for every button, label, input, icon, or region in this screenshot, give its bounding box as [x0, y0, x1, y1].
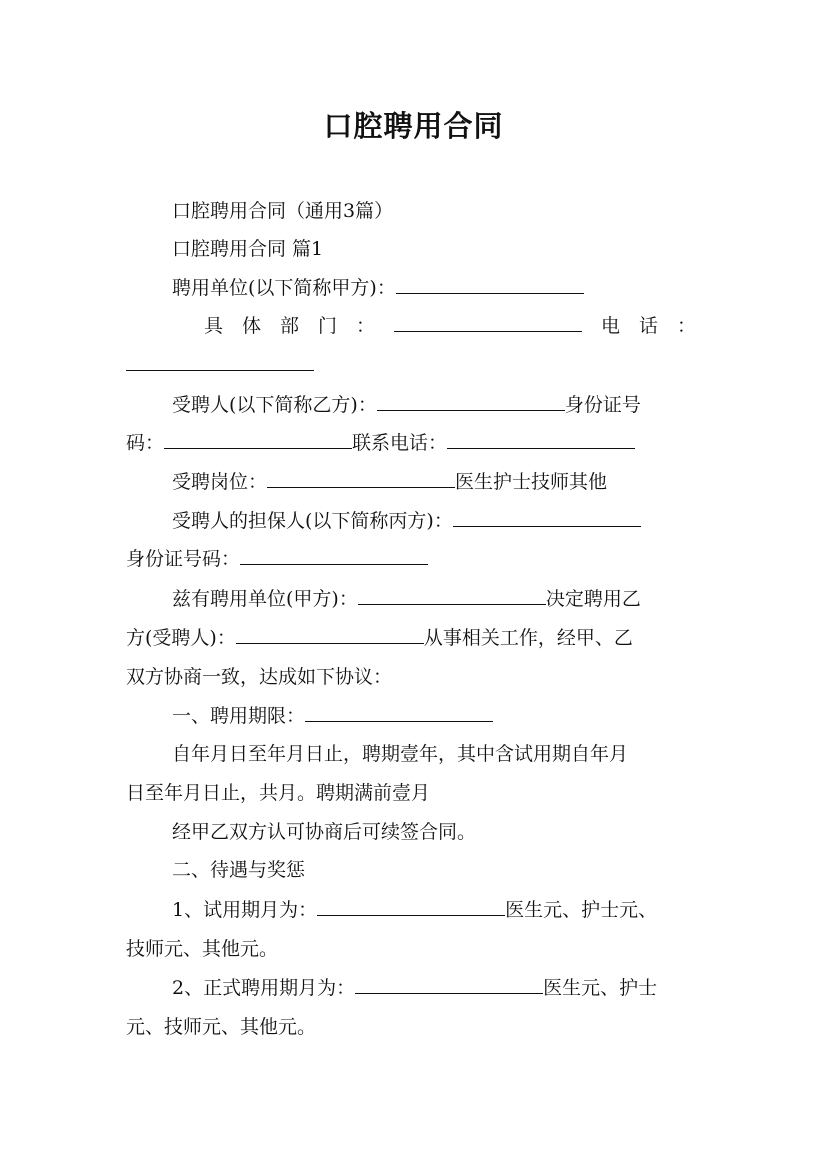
id-number-label: 身份证号 [564, 394, 641, 416]
employer-line [172, 275, 772, 301]
section-heading: 口腔聘用合同 篇1 [172, 238, 324, 260]
contact-phone-blank [447, 430, 635, 449]
position-options: 医生护士技师其他 [455, 471, 608, 493]
term-detail-line-1: 自年月日至年月日止，聘期壹年，其中含试用期自年月 [172, 743, 629, 765]
phone-char-1: 电 [600, 315, 620, 337]
phone-char-2: 话 [638, 315, 658, 337]
formal-pay-line-2: 元、技师元、其他元。 [126, 1016, 317, 1038]
employee-id-line [126, 430, 726, 456]
employer-label: 聘用单位(以下简称甲方)： [172, 277, 396, 299]
renewal-line: 经甲乙双方认可协商后可续签合同。 [172, 821, 477, 843]
probation-pay-label: 1、试用期月为： [172, 899, 318, 921]
formal-pay-line [172, 975, 772, 1001]
hiring-employee-label: 方(受聘人)： [126, 627, 236, 649]
formal-pay-label: 2、正式聘用期月为： [172, 977, 356, 999]
employee-label: 受聘人(以下简称乙方)： [172, 394, 377, 416]
id-label-tail: 码： [126, 432, 165, 454]
guarantor-line [172, 508, 772, 534]
hiring-line-1 [172, 586, 772, 612]
phone-blank [126, 352, 314, 371]
hiring-work-text: 从事相关工作，经甲、乙 [423, 627, 633, 649]
employee-line [172, 392, 772, 418]
phone-blank-line [126, 352, 726, 378]
id-blank [164, 430, 352, 449]
guarantor-id-line [126, 546, 726, 572]
term-heading: 一、聘用期限： [172, 705, 306, 727]
hiring-employee-blank [236, 625, 424, 644]
probation-pay-line-2: 技师元、其他元。 [126, 938, 279, 960]
term-blank [305, 703, 493, 722]
department-char-1: 具 [204, 315, 224, 337]
term-detail-line-2: 日至年月日止，共月。聘期满前壹月 [126, 782, 431, 804]
employee-blank [377, 392, 565, 411]
formal-pay-blank [355, 975, 543, 994]
employer-blank [396, 275, 584, 294]
position-blank [267, 469, 455, 488]
term-heading-line [172, 703, 772, 729]
department-char-3: 部 [280, 315, 300, 337]
guarantor-id-label: 身份证号码： [126, 548, 241, 570]
department-char-2: 体 [242, 315, 262, 337]
guarantor-label: 受聘人的担保人(以下简称丙方)： [172, 510, 453, 532]
agreement-line: 双方协商一致，达成如下协议： [126, 666, 393, 688]
position-label: 受聘岗位： [172, 471, 268, 493]
probation-pay-line [172, 897, 772, 923]
hiring-employer-blank [358, 586, 546, 605]
hiring-line-2 [126, 625, 726, 651]
department-char-4: 门 [318, 315, 338, 337]
probation-pay-blank [317, 897, 505, 916]
guarantor-blank [453, 508, 641, 527]
department-colon: ： [356, 315, 376, 337]
subtitle-line: 口腔聘用合同（通用3篇） [172, 200, 394, 222]
formal-pay-roles: 医生元、护士 [543, 977, 658, 999]
guarantor-id-blank [240, 546, 428, 565]
department-line [204, 313, 696, 339]
document-title: 口腔聘用合同 [323, 109, 504, 143]
salary-heading: 二、待遇与奖惩 [172, 859, 306, 881]
department-blank [394, 313, 582, 332]
hiring-employer-label: 兹有聘用单位(甲方)： [172, 588, 358, 610]
phone-colon: ： [676, 315, 696, 337]
probation-pay-roles: 医生元、护士元、 [505, 899, 658, 921]
hiring-decision-text: 决定聘用乙 [545, 588, 641, 610]
contact-phone-label: 联系电话： [352, 432, 448, 454]
position-line [172, 469, 772, 495]
